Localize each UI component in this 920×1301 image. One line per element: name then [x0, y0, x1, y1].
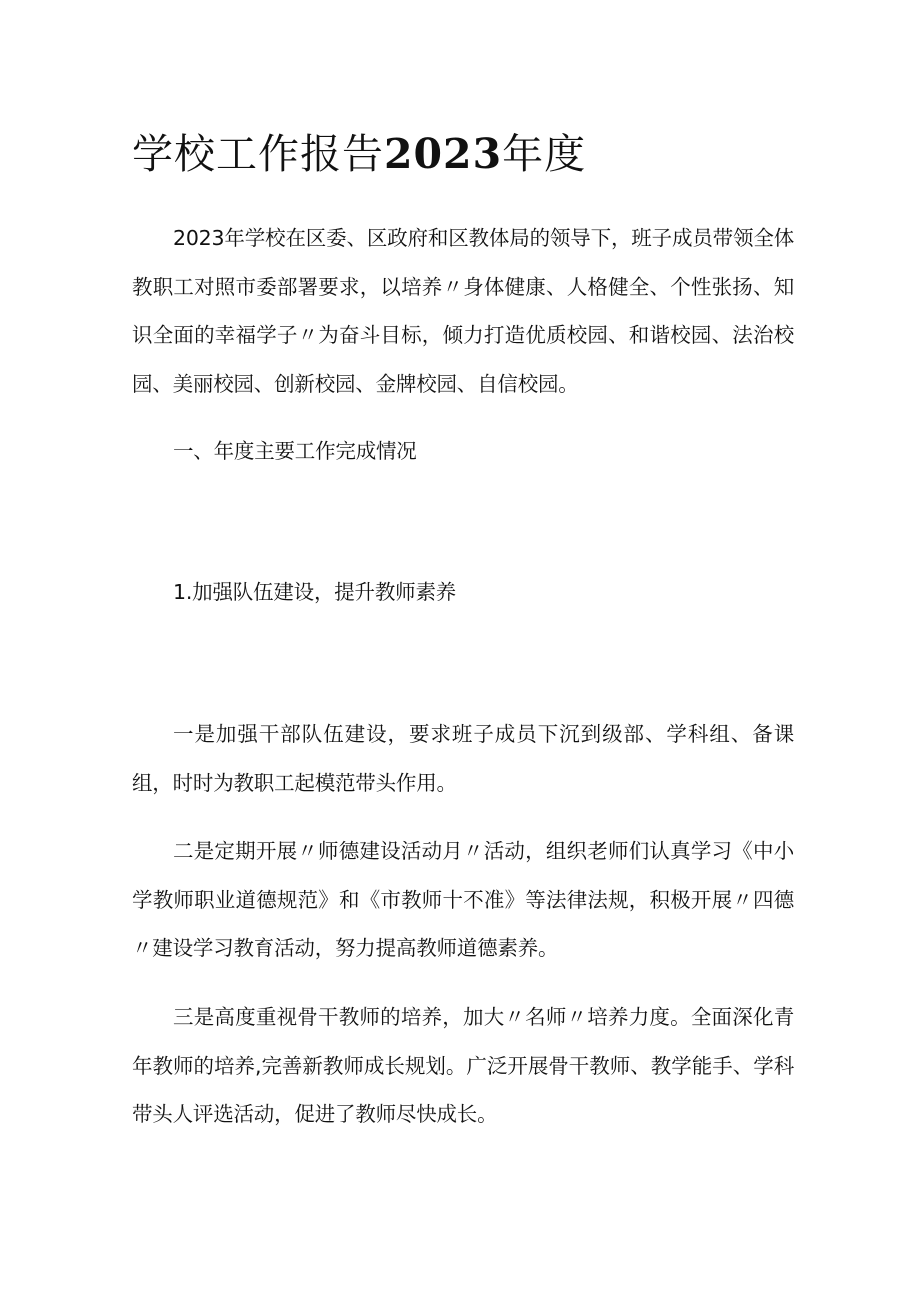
subsection-heading: 1.加强队伍建设，提升教师素养 [173, 580, 457, 604]
title-year: 2023 [384, 130, 503, 178]
item-paragraph-3: 三是高度重视骨干教师的培养，加大〃名师〃培养力度。全面深化青年教师的培养,完善新教师成长规划。广泛开展骨干教师、教学能手、学科带头人评选活动，促进了教师尽快成长。 [132, 1005, 794, 1126]
title-suffix: 年度 [502, 130, 587, 178]
section-heading: 一、年度主要工作完成情况 [173, 439, 417, 463]
intro-paragraph: 2023年学校在区委、区政府和区教体局的领导下，班子成员带领全体教职工对照市委部署要求，以培养〃身体健康、人格健全、个性张扬、知识全面的幸福学子〃为奋斗目标，倾力打造优质校园、和谐校园、法治校园、美丽校园、创新校园、金牌校园、自信校园。 [132, 226, 794, 396]
title-main: 学校工作报告 [132, 130, 384, 178]
document-title [132, 126, 586, 182]
item-paragraph-1: 一是加强干部队伍建设，要求班子成员下沉到级部、学科组、备课组，时时为教职工起模范带头作用。 [132, 722, 794, 795]
item-paragraph-2: 二是定期开展〃师德建设活动月〃活动，组织老师们认真学习《中小学教师职业道德规范》和《市教师十不准》等法律法规，积极开展〃四德〃建设学习教育活动，努力提高教师道德素养。 [132, 839, 794, 960]
